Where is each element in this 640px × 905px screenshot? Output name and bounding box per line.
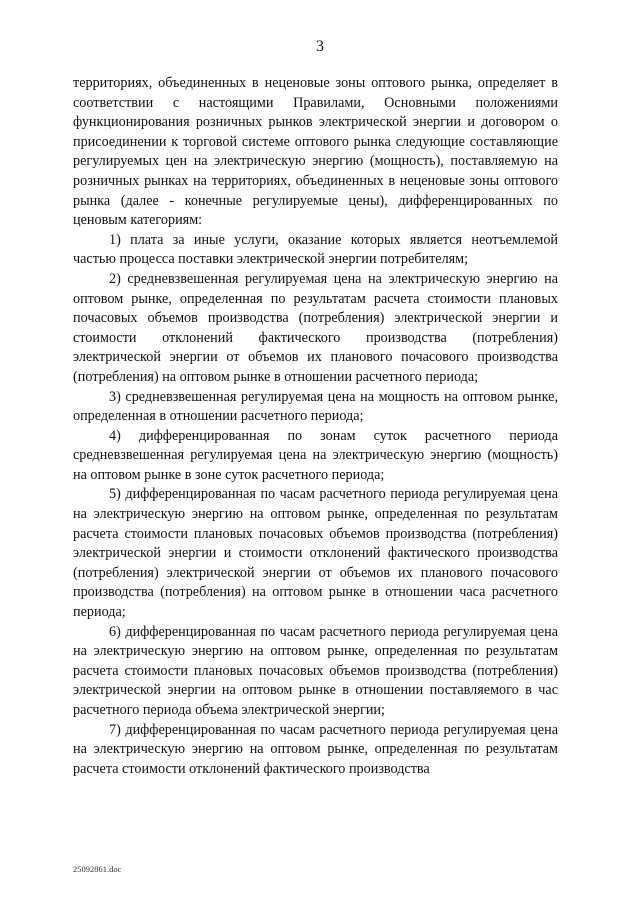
list-item-6: 6) дифференцированная по часам расчетного периода регулируемая цена на электрическую энергию на оптовом рынке, определенная по результатам расчета стоимости плановых почасовых объемов производства (потребления) электрической энергии на оптовом рынке в отношении поставляемого в час расчетного периода объема электрической энергии;: [73, 623, 558, 718]
list-item-5: 5) дифференцированная по часам расчетного периода регулируемая цена на электрическую энергию на оптовом рынке, определенная по результатам расчета стоимости плановых почасовых объемов производства (потребления) электрической энергии и стоимости отклонений фактического производства (потребления) электрической энергии от объемов их планового почасового производства (потребления) на оптовом рынке в отношении часа расчетного периода;: [73, 486, 558, 621]
list-item-2: 2) средневзвешенная регулируемая цена на электрическую энергию на оптовом рынке, определенная по результатам расчета стоимости плановых почасовых объемов производства (потребления) электрической энергии и стоимости отклонений фактического производства (потребления) электрической энергии от объемов их планового почасового производства (потребления) на оптовом рынке в отношении расчетного периода;: [73, 270, 558, 385]
document-file-code: 25092861.doc: [73, 864, 122, 874]
list-item-1: 1) плата за иные услуги, оказание которых является неотъемлемой частью процесса поставки электрической энергии потребителям;: [73, 231, 558, 268]
page-number: 3: [316, 38, 324, 55]
list-item-4: 4) дифференцированная по зонам суток расчетного периода средневзвешенная регулируемая цена на электрическую энергию (мощность) на оптовом рынке в зоне суток расчетного периода;: [73, 427, 558, 483]
document-body: [73, 74, 558, 779]
list-item-3: 3) средневзвешенная регулируемая цена на мощность на оптовом рынке, определенная в отношении расчетного периода;: [73, 388, 558, 425]
paragraph-intro: территориях, объединенных в неценовые зоны оптового рынка, определяет в соответствии с настоящими Правилами, Основными положениями функционирования розничных рынков электрической энергии и договором о присоединении к торговой системе оптового рынка следующие составляющие регулируемых цен на электрическую энергию (мощность), поставляемую на розничных рынках на территориях, объединенных в неценовые зоны оптового рынка (далее - конечные регулируемые цены), дифференцированных по ценовым категориям:: [73, 75, 558, 229]
list-item-7: 7) дифференцированная по часам расчетного периода регулируемая цена на электрическую энергию на оптовом рынке, определенная по результатам расчета стоимости отклонений фактического производства: [73, 721, 558, 777]
